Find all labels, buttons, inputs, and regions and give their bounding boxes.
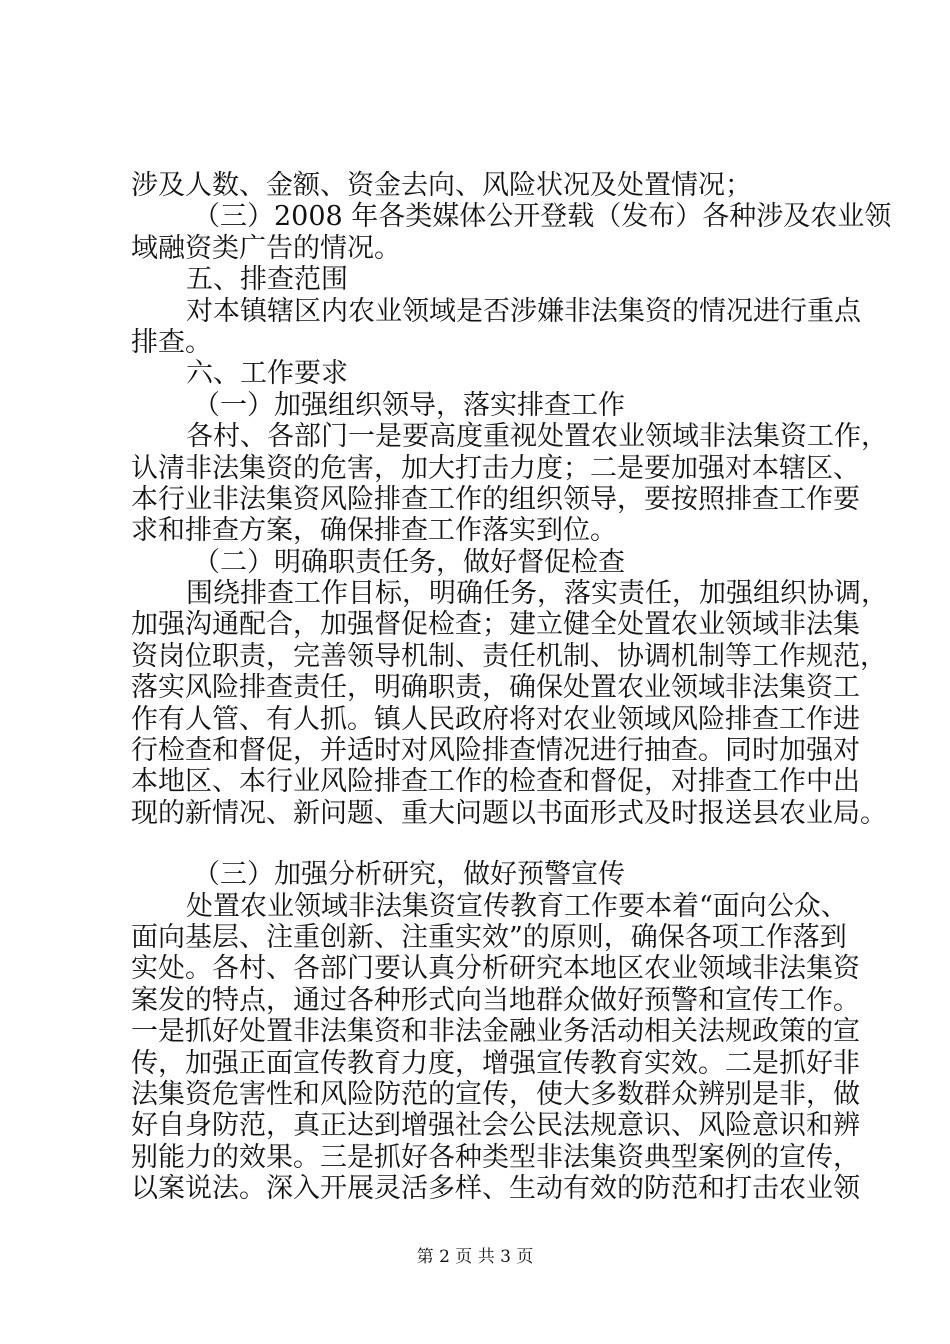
body-line: 涉及人数、金额、资金去向、风险状况及处置情况； bbox=[131, 170, 752, 201]
body-line: 好自身防范，真正达到增强社会公民法规意识、风险意识和辨 bbox=[131, 1110, 860, 1142]
section-heading: 五、排查范围 bbox=[186, 264, 348, 296]
body-line: 别能力的效果。三是抓好各种类型非法集资典型案例的宣传， bbox=[131, 1141, 860, 1173]
body-line: 处置农业领域非法集资宣传教育工作要本着“面向公众、 bbox=[186, 890, 848, 922]
body-line: 各村、各部门一是要高度重视处置农业领域非法集资工作， bbox=[186, 421, 888, 453]
body-line: 以案说法。深入开展灵活多样、生动有效的防范和打击农业领 bbox=[131, 1173, 860, 1205]
subsection-heading: （三）加强分析研究，做好预警宣传 bbox=[193, 859, 625, 891]
body-line: 本行业非法集资风险排查工作的组织领导，要按照排查工作要 bbox=[131, 483, 860, 515]
page-footer bbox=[0, 1247, 950, 1267]
paragraph-gap bbox=[131, 829, 831, 859]
document-body bbox=[131, 170, 892, 1205]
body-line: 一是抓好处置非法集资和非法金融业务活动相关法规政策的宣 bbox=[131, 1016, 860, 1048]
body-line: 求和排查方案，确保排查工作落实到位。 bbox=[131, 515, 617, 547]
body-line: 现的新情况、新问题、重大问题以书面形式及时报送县农业局。 bbox=[131, 797, 887, 829]
body-line: 法集资危害性和风险防范的宣传，使大多数群众辨别是非，做 bbox=[131, 1078, 860, 1110]
body-line: 案发的特点，通过各种形式向当地群众做好预警和宣传工作。 bbox=[131, 984, 860, 1016]
body-line: 认清非法集资的危害，加大打击力度；二是要加强对本辖区、 bbox=[131, 452, 860, 484]
body-line: 本地区、本行业风险排查工作的检查和督促，对排查工作中出 bbox=[131, 766, 860, 798]
body-line: 行检查和督促，并适时对风险排查情况进行抽查。同时加强对 bbox=[131, 735, 860, 767]
page-number-label: 第 2 页 共 3 页 bbox=[416, 1247, 534, 1267]
body-line: 域融资类广告的情况。 bbox=[131, 232, 401, 264]
body-line: 传，加强正面宣传教育力度，增强宣传教育实效。二是抓好非 bbox=[131, 1047, 860, 1079]
body-line: 面向基层、注重创新、注重实效”的原则，确保各项工作落到 bbox=[131, 921, 847, 953]
body-line: 实处。各村、各部门要认真分析研究本地区农业领域非法集资 bbox=[131, 953, 860, 985]
body-line: 围绕排查工作目标，明确任务，落实责任，加强组织协调， bbox=[186, 578, 888, 610]
section-heading: 六、工作要求 bbox=[186, 358, 348, 390]
body-line: （三）2008 年各类媒体公开登载（发布）各种涉及农业领 bbox=[193, 201, 892, 233]
body-line: 排查。 bbox=[131, 326, 212, 358]
body-line: 加强沟通配合，加强督促检查；建立健全处置农业领域非法集 bbox=[131, 609, 860, 641]
body-line: 落实风险排查责任，明确职责，确保处置农业领域非法集资工 bbox=[131, 672, 860, 704]
subsection-heading: （一）加强组织领导，落实排查工作 bbox=[193, 389, 625, 421]
body-line: 对本镇辖区内农业领域是否涉嫌非法集资的情况进行重点 bbox=[186, 295, 861, 327]
body-line: 资岗位职责，完善领导机制、责任机制、协调机制等工作规范， bbox=[131, 640, 887, 672]
body-line: 作有人管、有人抓。镇人民政府将对农业领域风险排查工作进 bbox=[131, 703, 860, 735]
subsection-heading: （二）明确职责任务，做好督促检查 bbox=[193, 546, 625, 578]
